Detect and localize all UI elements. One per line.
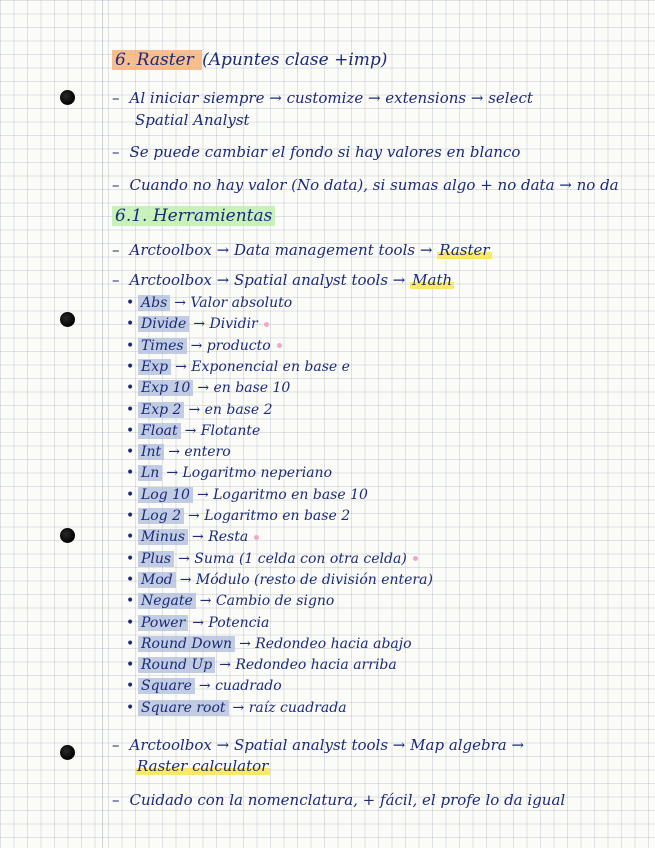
tools-path-line-continued: [135, 756, 645, 776]
math-tool-description: → cuadrado: [198, 678, 282, 695]
note-line-continued: Spatial Analyst: [135, 111, 250, 129]
math-tool-item: [138, 485, 645, 505]
math-tool-item: [138, 527, 645, 547]
section-note: (Apuntes clase +imp): [202, 50, 388, 70]
margin-line: [102, 0, 103, 848]
pink-mark-icon: [413, 556, 418, 561]
math-tool-item: [138, 506, 645, 526]
pink-mark-icon: [264, 322, 269, 327]
math-tool-item: [138, 549, 645, 569]
math-tool-description: → Logaritmo neperiano: [166, 465, 333, 482]
math-tool-name: Ln: [138, 465, 162, 481]
math-tool-name: Abs: [138, 295, 170, 311]
math-tool-name: Log 2: [138, 508, 184, 524]
math-tool-item: [138, 442, 645, 462]
math-tool-item: [138, 634, 645, 654]
math-tool-description: → raíz cuadrada: [232, 699, 347, 716]
math-tool-name: Mod: [138, 572, 176, 588]
math-tool-description: → Redondeo hacia abajo: [239, 635, 412, 652]
section-title: Raster: [136, 50, 194, 70]
note-line: – Cuidado con la nomenclatura, + fácil, el profe lo da igual: [112, 791, 566, 809]
math-tool-item: [138, 698, 645, 718]
math-tool-name: Divide: [138, 316, 189, 332]
math-tool-name: Negate: [138, 593, 196, 609]
subsection-heading: 6.1. Herramientas: [112, 206, 645, 226]
math-tool-description: → en base 2: [188, 401, 273, 418]
math-tool-item: [138, 314, 645, 334]
math-tool-item: [138, 676, 645, 696]
math-tool-item: [138, 463, 645, 483]
tools-highlight: Raster: [439, 241, 490, 259]
note-line: – Al iniciar siempre → customize → extensions → select: [112, 89, 533, 107]
math-tool-description: → Potencia: [192, 614, 270, 631]
note-line: – Cuando no hay valor (No data), si sumas algo + no data → no da: [112, 176, 619, 194]
tools-path-line: – Arctoolbox → Spatial analyst tools → Math: [112, 271, 453, 289]
binder-hole: [60, 90, 75, 105]
math-tool-description: → en base 10: [197, 380, 291, 397]
math-tool-item: [138, 357, 645, 377]
math-tool-item: [138, 421, 645, 441]
math-tool-item: [138, 293, 645, 313]
note-line: – Se puede cambiar el fondo si hay valores en blanco: [112, 143, 521, 161]
math-tool-name: Exp 2: [138, 402, 184, 418]
math-tool-name: Int: [138, 444, 164, 460]
math-tool-description: → Logaritmo en base 10: [196, 486, 368, 503]
math-tool-description: → Suma (1 celda con otra celda): [178, 550, 407, 567]
math-tool-item: [138, 591, 645, 611]
math-tool-name: Times: [138, 338, 187, 354]
binder-hole: [60, 528, 75, 543]
tools-path-line: – Arctoolbox → Data management tools → Raster: [112, 241, 490, 259]
math-tool-name: Square: [138, 678, 195, 694]
binder-hole: [60, 745, 75, 760]
math-tool-description: → Exponencial en base e: [175, 358, 350, 375]
math-tool-name: Log 10: [138, 487, 193, 503]
math-tool-description: → Valor absoluto: [174, 295, 293, 311]
math-tool-item: [138, 570, 645, 590]
math-tool-item: [138, 400, 645, 420]
math-tool-item: [138, 336, 645, 356]
math-tool-name: Round Down: [138, 636, 235, 652]
math-tool-description: → Dividir: [193, 316, 258, 333]
math-tool-description: → producto: [190, 337, 271, 354]
math-tool-item: [138, 613, 645, 633]
math-tool-name: Exp 10: [138, 380, 193, 396]
math-tool-name: Power: [138, 615, 188, 631]
math-tool-description: → Módulo (resto de división entera): [179, 571, 433, 588]
math-tool-item: [138, 655, 645, 675]
math-tool-description: → Redondeo hacia arriba: [219, 657, 397, 674]
math-tool-item: [138, 378, 645, 398]
tools-highlight: Raster calculator: [137, 757, 269, 775]
math-tool-name: Round Up: [138, 657, 215, 673]
pink-mark-icon: [277, 343, 282, 348]
binder-hole: [60, 312, 75, 327]
math-tool-description: → Resta: [192, 529, 249, 546]
math-tool-name: Exp: [138, 359, 171, 375]
math-tool-description: → Cambio de signo: [199, 593, 335, 610]
math-tool-description: → Logaritmo en base 2: [188, 508, 351, 524]
math-tool-description: → Flotante: [184, 422, 261, 439]
section-number: 6.: [115, 50, 132, 70]
math-tool-name: Minus: [138, 529, 188, 545]
math-tool-name: Plus: [138, 551, 174, 567]
math-tool-description: → entero: [168, 444, 231, 461]
pink-mark-icon: [254, 535, 259, 540]
tools-path-line: – Arctoolbox → Spatial analyst tools → Map algebra →: [112, 736, 525, 754]
tools-highlight: Math: [412, 271, 453, 289]
section-heading: [112, 50, 645, 70]
math-tool-name: Float: [138, 423, 181, 439]
math-tool-name: Square root: [138, 700, 229, 716]
